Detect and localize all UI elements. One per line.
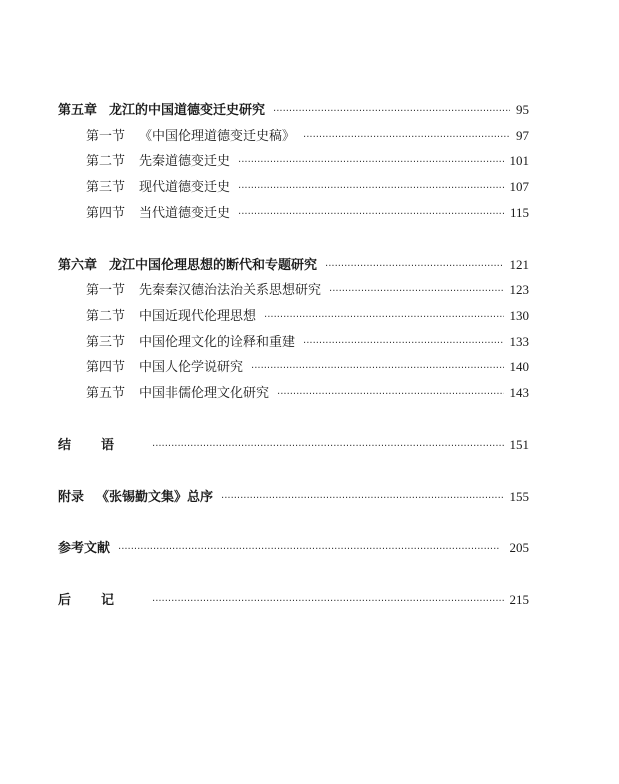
- chapter-label: 第六章: [58, 258, 98, 273]
- page-number: 115: [509, 205, 529, 220]
- toc-section[interactable]: [86, 204, 529, 224]
- leader-dots: [152, 593, 503, 611]
- leader-dots: [264, 309, 503, 327]
- chapter-label: 第五章: [58, 103, 98, 118]
- toc-references[interactable]: [58, 539, 529, 559]
- page-number: 121: [509, 257, 529, 272]
- leader-dots: [273, 103, 510, 121]
- section-label: 第一节: [86, 129, 126, 144]
- page-number: 151: [509, 437, 529, 452]
- leader-dots: [238, 180, 503, 198]
- toc-section[interactable]: [86, 307, 529, 327]
- leader-dots: [251, 360, 503, 378]
- appendix-title: 《张锡勤文集》总序: [96, 490, 214, 505]
- toc-section[interactable]: [86, 178, 529, 198]
- section-title: 中国近现代伦理思想: [139, 309, 257, 324]
- appendix-label: 附录: [58, 490, 85, 505]
- page-number: 215: [509, 592, 529, 607]
- leader-dots: [152, 438, 503, 456]
- section-title: 中国人伦学说研究: [139, 360, 244, 375]
- page-number: 140: [509, 359, 529, 374]
- toc-section[interactable]: [86, 358, 529, 378]
- toc-section[interactable]: [86, 127, 529, 147]
- page-number: 97: [516, 128, 529, 143]
- toc-section[interactable]: [86, 281, 529, 301]
- leader-dots: [303, 335, 503, 353]
- leader-dots: [118, 541, 503, 559]
- page-number: 107: [509, 179, 529, 194]
- section-label: 第四节: [86, 206, 126, 221]
- leader-dots: [238, 206, 504, 224]
- leader-dots: [221, 490, 503, 508]
- toc-section[interactable]: [86, 384, 529, 404]
- postscript-label: 后记: [58, 593, 145, 608]
- page-number: 123: [509, 282, 529, 297]
- section-label: 第三节: [86, 180, 126, 195]
- section-title: 当代道德变迁史: [139, 206, 231, 221]
- section-label: 第三节: [86, 335, 126, 350]
- page-number: 133: [509, 334, 529, 349]
- toc-chapter-5[interactable]: [58, 101, 529, 121]
- page-number: 95: [516, 102, 529, 117]
- section-title: 先秦秦汉德治法治关系思想研究: [139, 283, 322, 298]
- section-title: 中国伦理文化的诠释和重建: [139, 335, 296, 350]
- section-label: 第五节: [86, 386, 126, 401]
- page-number: 130: [509, 308, 529, 323]
- references-label: 参考文献: [58, 541, 111, 556]
- toc-postscript[interactable]: [58, 591, 529, 611]
- chapter-title: 龙江中国伦理思想的断代和专题研究: [109, 258, 318, 273]
- section-label: 第一节: [86, 283, 126, 298]
- leader-dots: [303, 129, 510, 147]
- section-title: 中国非儒伦理文化研究: [139, 386, 270, 401]
- section-title: 现代道德变迁史: [139, 180, 231, 195]
- page-number: 205: [509, 540, 529, 555]
- toc-section[interactable]: [86, 333, 529, 353]
- leader-dots: [325, 258, 503, 276]
- chapter-title: 龙江的中国道德变迁史研究: [109, 103, 266, 118]
- leader-dots: [329, 283, 503, 301]
- toc-section[interactable]: [86, 152, 529, 172]
- toc-appendix[interactable]: [58, 488, 529, 508]
- leader-dots: [277, 386, 503, 404]
- section-title: 《中国伦理道德变迁史稿》: [139, 129, 296, 144]
- section-label: 第二节: [86, 309, 126, 324]
- toc-chapter-6[interactable]: [58, 256, 529, 276]
- toc-conclusion[interactable]: [58, 436, 529, 456]
- leader-dots: [238, 154, 503, 172]
- section-label: 第二节: [86, 154, 126, 169]
- page-number: 101: [509, 153, 529, 168]
- section-label: 第四节: [86, 360, 126, 375]
- page-number: 155: [509, 489, 529, 504]
- conclusion-label: 结语: [58, 438, 145, 453]
- page-number: 143: [509, 385, 529, 400]
- section-title: 先秦道德变迁史: [139, 154, 231, 169]
